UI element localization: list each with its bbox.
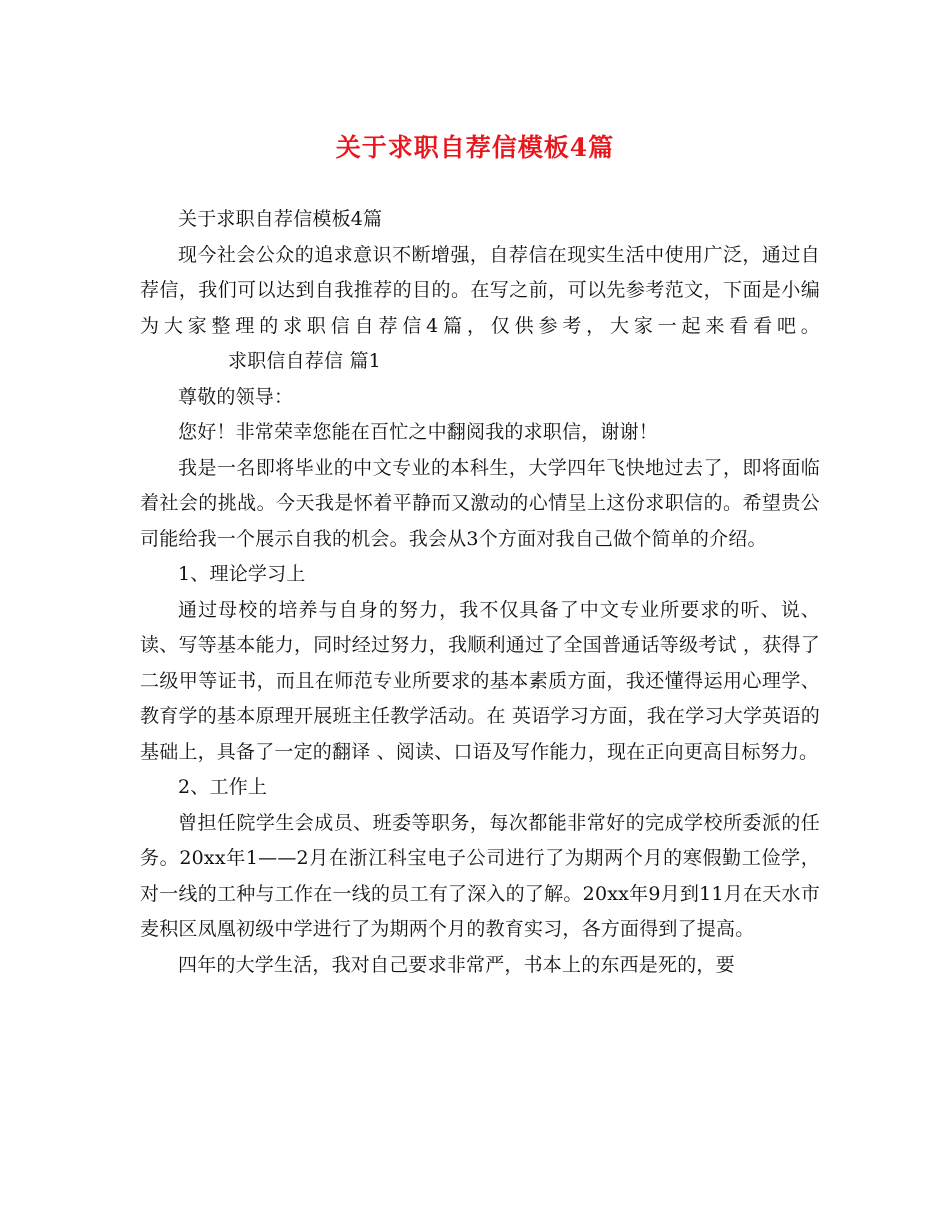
paragraph-heading-theory: 1、理论学习上 [178, 563, 306, 585]
document-body [140, 202, 820, 983]
paragraph-intro [140, 238, 820, 380]
section-heading-1: 求职信自荐信 篇1 [228, 350, 381, 372]
paragraph-theory: 通过母校的培养与自身的努力，我不仅具备了中文专业所要求的听、说、读、写等基本能力，同时经过努力，我顺利通过了全国普通话等级考试 ，获得了二级甲等证书，而且在师范专业所要求的基本素质方面，我还懂得运用心理学、教育学的基本原理开展班主任教学活动。在 英语学习方面，我在学习大学英语的基础上，具备了一定的翻译 、阅读、口语及写作能力，现在正向更高目标努力。 [140, 598, 820, 763]
paragraph-subtitle: 关于求职自荐信模板4篇 [178, 208, 383, 230]
paragraph-university-life: 四年的大学生活，我对自己要求非常严，书本上的东西是死的，要 [178, 953, 735, 976]
document-title: 关于求职自荐信模板4篇 [335, 133, 615, 162]
paragraph-self-intro: 我是一名即将毕业的中文专业的本科生，大学四年飞快地过去了，即将面临着社会的挑战。今天我是怀着平静而又激动的心情呈上这份求职信的。希望贵公司能给我一个展示自我的机会。我会从3个方面对我自己做个简单的介绍。 [140, 456, 820, 550]
paragraph-salutation: 尊敬的领导： [178, 385, 294, 408]
intro-text: 现今社会公众的追求意识不断增强，自荐信在现实生活中使用广泛，通过自荐信，我们可以达到自我推荐的目的。在写之前，可以先参考范文，下面是小编为大家整理的求职信自荐信4篇，仅供参考，大家一起来看看吧。 [140, 243, 820, 337]
paragraph-work: 曾担任院学生会成员、班委等职务，每次都能非常好的完成学校所委派的任务。20xx年1——2月在浙江科宝电子公司进行了为期两个月的寒假勤工俭学，对一线的工种与工作在一线的员工有了深入的了解。20xx年9月到11月在天水市麦积区凤凰初级中学进行了为期两个月的教育实习，各方面得到了提高。 [140, 811, 820, 940]
paragraph-heading-work: 2、工作上 [178, 776, 268, 798]
paragraph-greeting: 您好！非常荣幸您能在百忙之中翻阅我的求职信，谢谢！ [178, 421, 659, 443]
